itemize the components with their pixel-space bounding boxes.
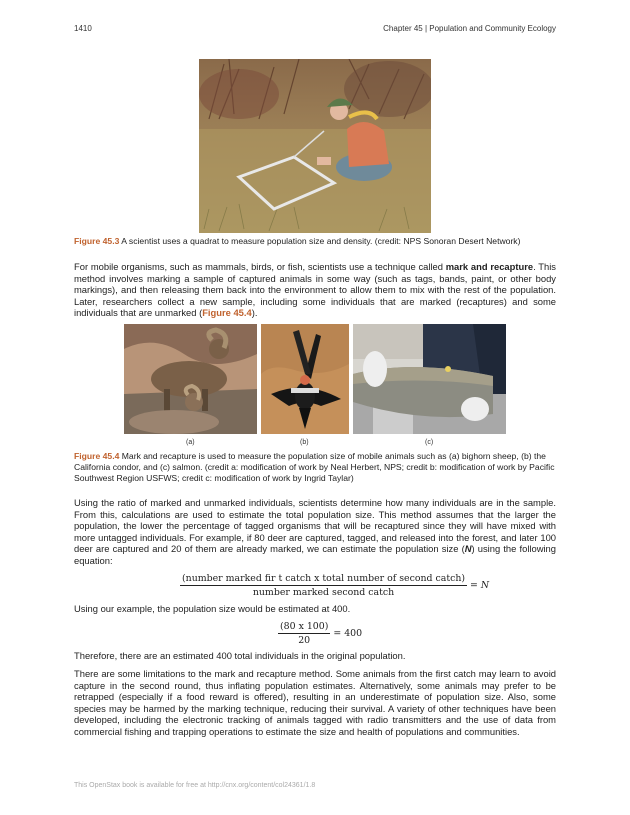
term-bold: mark and recapture [445,261,534,272]
paragraph-text: ). [251,307,258,319]
paragraph-mark-recapture [74,261,556,319]
variable-n: N [464,543,472,555]
bighorn-sheep-photo [124,324,257,434]
caption-text: Mark and recapture is used to measure the population size of mobile animals such as (a) bighorn sheep, (b) the California condor, and (c) salmon. (credit a: modification of work by Neal Herbert, NPS; credit b: modification of work by Pacific Southwest Region USFWS; credit c: modification of work by Ingrid Taylar) [74,451,555,483]
figure-label: Figure 45.3 [74,236,120,246]
page-footer: This OpenStax book is available for free at http://cnx.org/content/col24361/1.8 [74,782,316,789]
paragraph-text: Using the ratio of marked and unmarked individuals, scientists determine how many individuals are in the sample. From this, calculations are used to estimate the total population size. This method assumes that the larger the population, the lower the percentage of tagged organisms that will be recaptured since they will have mixed with more untagged individuals. For example, if 80 deer are captured, tagged, and released into the forest, and later 100 deer are captured and 20 of them are already marked, we can estimate the population size ( [74,497,556,555]
equation-numerator: (80 x 100) [280,621,329,632]
equation-denominator: 20 [298,635,311,646]
figure-link[interactable]: Figure 45.4 [202,307,252,319]
paragraph-conclusion: Therefore, there are an estimated 400 total individuals in the original population. [74,650,406,661]
equation-rhs: = N [467,580,490,591]
salmon-photo [353,324,506,434]
page-number: 1410 [74,24,92,33]
figure-45-3-caption [74,236,556,247]
paragraph-text: For mobile organisms, such as mammals, birds, or fish, scientists use a technique called [74,261,446,272]
paragraph-text: ) using the following equation: [74,543,556,566]
equation-denominator: number marked second catch [252,587,395,598]
population-equation [180,573,489,598]
figure-45-4-caption [74,451,556,484]
paragraph-text: . This method involves marking a sample of captured animals in some way (such as tags, bands, paint, or other body markings), and then releasing them back into the environment to allow them to mix with the rest of the population. Later, researchers collect a new sample, including some individuals that are marked (recaptures) and some individuals that are unmarked ( [74,261,556,319]
chapter-header: Chapter 45 | Population and Community Ecology [383,24,556,33]
california-condor-photo [261,324,349,434]
paragraph-estimate: Using our example, the population size would be estimated at 400. [74,603,351,614]
subfigure-label-b: (b) [300,439,309,446]
paragraph-limitations: There are some limitations to the mark and recapture method. Some animals from the first catch may learn to avoid capture in the second round, thus inflating population estimates. Alternatively, some animals may prefer to be retrapped (especially if a food reward is offered), resulting in an underestimate of population size. Also, some species may be harmed by the marking technique, reducing their survival. A variety of other techniques have been developed, including the electronic tracking of animals tagged with radio transmitters and the use of data from commercial fishing and trapping operations to estimate the size and health of populations and communities. [74,668,556,737]
subfigure-label-a: (a) [186,439,195,446]
caption-text: A scientist uses a quadrat to measure population size and density. (credit: NPS Sonoran Desert Network) [119,236,521,246]
equation-numerator: (number marked fir t catch x total number of second catch) [182,573,466,584]
figure-label: Figure 45.4 [74,451,120,461]
paragraph-ratio [74,497,556,567]
equation-rhs: = 400 [330,628,363,639]
subfigure-label-c: (c) [425,439,434,446]
example-equation [278,621,362,646]
quadrat-photo [199,59,431,233]
